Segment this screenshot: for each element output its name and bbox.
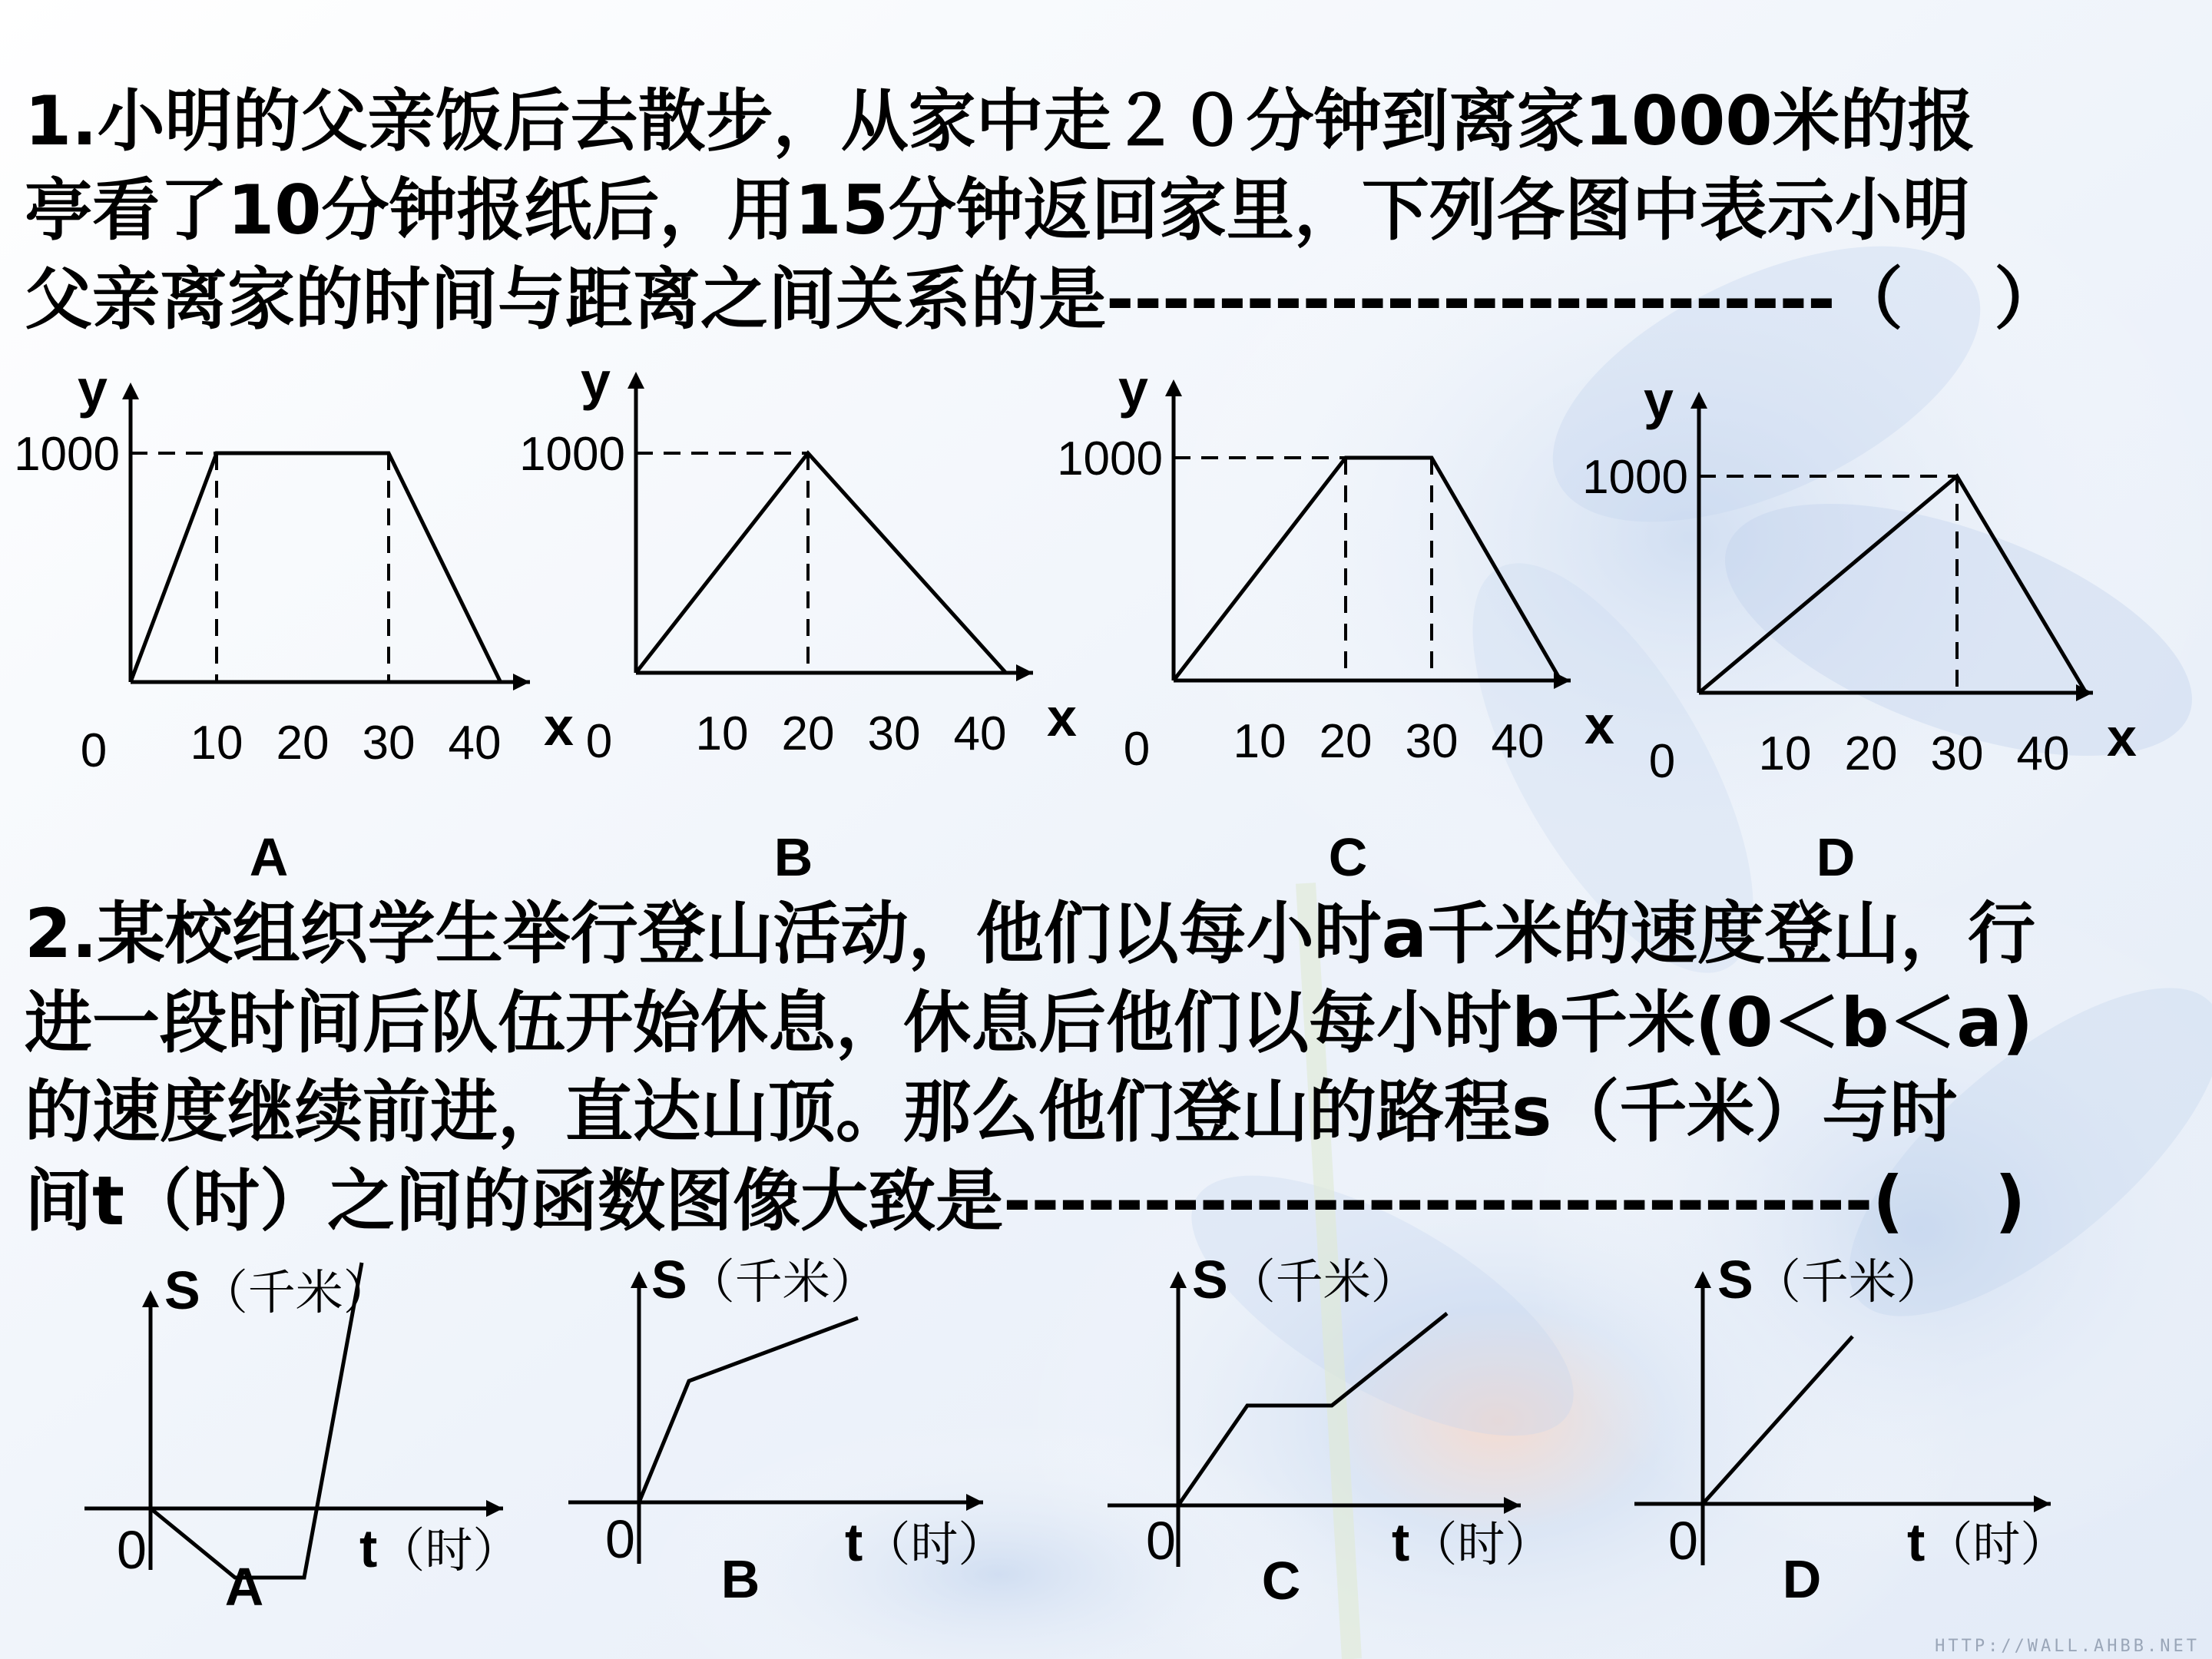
y-tick-1000: 1000 <box>519 428 625 481</box>
x-axis-arrow-icon <box>1504 1497 1521 1514</box>
x-tick-40: 40 <box>448 717 502 770</box>
x-tick-30: 30 <box>1930 727 1984 780</box>
option-label-a: A <box>249 827 289 887</box>
x-tick-10: 10 <box>695 707 749 760</box>
graph-q2-option-a <box>84 1260 520 1617</box>
origin-label: 0 <box>1123 723 1151 776</box>
question-2-line-1: 2.某校组织学生举行登山活动，他们以每小时a千米的速度登山，行 <box>25 894 2036 973</box>
x-tick-10: 10 <box>190 717 243 770</box>
x-axis-label: t（时） <box>359 1518 521 1578</box>
question-2-line-3: 的速度继续前进，直达山顶。那么他们登山的路程s（千米）与时 <box>25 1072 1958 1151</box>
y-axis-label: S（千米） <box>651 1250 878 1310</box>
graph-q2-option-c <box>1108 1250 1552 1611</box>
function-line <box>1703 1336 1853 1504</box>
option-label-c: C <box>1261 1551 1301 1611</box>
graph-q2-option-d <box>1634 1250 2068 1609</box>
x-axis-label: t（时） <box>1907 1512 2068 1572</box>
function-line <box>639 1318 858 1502</box>
origin-label: 0 <box>1146 1511 1176 1571</box>
x-axis-arrow-icon <box>486 1500 503 1517</box>
x-tick-30: 30 <box>362 717 416 770</box>
origin-label: 0 <box>80 724 108 777</box>
origin-label: 0 <box>1648 735 1676 788</box>
question-2-line-4: 间t（时）之间的函数图像大致是-------------------------------( ) <box>25 1161 2026 1240</box>
origin-label: 0 <box>605 1509 635 1569</box>
question-1-line-3: 父亲离家的时间与距离之间关系的是--------------------------（ ） <box>25 260 2062 339</box>
x-tick-40: 40 <box>2016 727 2070 780</box>
x-axis-label: x <box>2107 707 2137 767</box>
function-line <box>1178 1313 1447 1505</box>
y-axis-arrow-icon <box>1170 1271 1187 1288</box>
y-axis-arrow-icon <box>1694 1271 1711 1288</box>
y-axis-label: y <box>78 359 108 419</box>
y-axis-arrow-icon <box>631 1271 647 1288</box>
x-tick-40: 40 <box>1491 715 1545 768</box>
x-tick-20: 20 <box>276 717 329 770</box>
option-label-d: D <box>1816 827 1856 887</box>
option-label-d: D <box>1782 1549 1822 1609</box>
option-label-a: A <box>224 1557 264 1617</box>
y-tick-1000: 1000 <box>1057 432 1163 485</box>
y-tick-1000: 1000 <box>1582 451 1688 504</box>
x-tick-40: 40 <box>953 707 1007 760</box>
y-tick-1000: 1000 <box>14 428 120 481</box>
x-axis-arrow-icon <box>2034 1495 2051 1512</box>
x-tick-20: 20 <box>1844 727 1898 780</box>
y-axis-label: y <box>1118 359 1148 419</box>
x-axis-arrow-icon <box>966 1494 983 1511</box>
question-2-line-2: 进一段时间后队伍开始休息，休息后他们以每小时b千米(0＜b＜a) <box>25 983 2034 1062</box>
option-label-b: B <box>720 1549 760 1609</box>
y-axis-label: y <box>581 351 611 411</box>
y-axis-label: y <box>1644 370 1674 430</box>
question-1-line-2: 亭看了10分钟报纸后，用15分钟返回家里，下列各图中表示小明 <box>25 171 1970 250</box>
x-axis-label: t（时） <box>1392 1512 1553 1572</box>
x-axis-label: x <box>544 697 574 757</box>
y-axis-label: S（千米） <box>164 1260 391 1320</box>
y-axis-label: S（千米） <box>1192 1250 1419 1310</box>
watermark: HTTP://WALL.AHBB.NET <box>1935 1637 2200 1656</box>
x-tick-30: 30 <box>867 707 921 760</box>
y-axis-label: S（千米） <box>1717 1250 1944 1310</box>
question-1-line-1: 1.小明的父亲饭后去散步，从家中走２０分钟到离家1000米的报 <box>25 81 1975 161</box>
x-tick-20: 20 <box>781 707 835 760</box>
x-axis-label: t（时） <box>845 1512 1006 1572</box>
option-label-c: C <box>1328 827 1368 887</box>
origin-label: 0 <box>117 1520 147 1580</box>
x-tick-30: 30 <box>1405 715 1459 768</box>
x-axis-label: x <box>1047 687 1077 747</box>
x-tick-10: 10 <box>1233 715 1286 768</box>
y-axis-arrow-icon <box>142 1290 159 1307</box>
origin-label: 0 <box>585 715 613 768</box>
x-tick-10: 10 <box>1758 727 1812 780</box>
option-label-b: B <box>773 827 813 887</box>
graph-q2-option-b <box>568 1250 1005 1609</box>
x-axis-label: x <box>1584 695 1614 755</box>
x-tick-20: 20 <box>1319 715 1373 768</box>
origin-label: 0 <box>1668 1511 1698 1571</box>
